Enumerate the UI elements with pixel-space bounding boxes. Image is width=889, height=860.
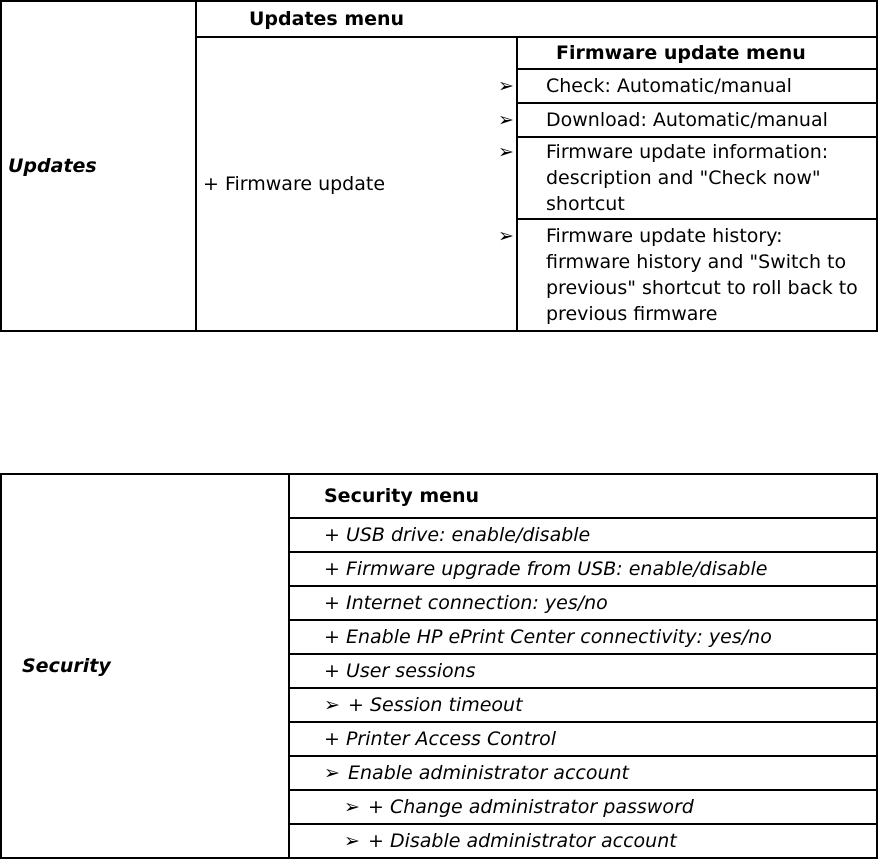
security-item-access-control: + Printer Access Control <box>289 722 877 756</box>
arrow-bullet-icon: ➢ <box>498 141 514 163</box>
security-menu-header: Security menu <box>289 474 877 518</box>
firmware-update-menu-header: Firmware update menu <box>517 37 877 69</box>
security-item-session-timeout: ➢ + Session timeout <box>289 688 877 722</box>
arrow-bullet-icon: ➢ <box>324 694 340 716</box>
firmware-update-item: + Firmware update <box>196 37 517 331</box>
security-item-firmware-usb: + Firmware upgrade from USB: enable/disable <box>289 552 877 586</box>
firmware-subitem-history: ➢ Firmware update history: firmware history and "Switch to previous" shortcut to roll back to previous firmware <box>517 219 877 331</box>
firmware-subitem-information: ➢ Firmware update information: description and "Check now" shortcut <box>517 137 877 219</box>
firmware-subitem-check: ➢ Check: Automatic/manual <box>517 69 877 103</box>
arrow-bullet-icon: ➢ <box>498 75 514 97</box>
arrow-bullet-icon: ➢ <box>498 225 514 247</box>
security-item-disable-admin: ➢ + Disable administrator account <box>289 824 877 858</box>
security-category: Security <box>1 474 289 858</box>
security-item-enable-admin: ➢ Enable administrator account <box>289 756 877 790</box>
security-item-change-admin-password: ➢ + Change administrator password <box>289 790 877 824</box>
updates-table <box>0 0 878 332</box>
arrow-bullet-icon: ➢ <box>324 762 340 784</box>
security-item-internet: + Internet connection: yes/no <box>289 586 877 620</box>
arrow-bullet-icon: ➢ <box>344 830 360 852</box>
security-table <box>0 473 878 859</box>
updates-menu-header: Updates menu <box>196 1 877 37</box>
security-item-eprint: + Enable HP ePrint Center connectivity: yes/no <box>289 620 877 654</box>
updates-category: Updates <box>1 1 196 331</box>
firmware-subitem-download: ➢ Download: Automatic/manual <box>517 103 877 137</box>
security-item-usb-drive: + USB drive: enable/disable <box>289 518 877 552</box>
arrow-bullet-icon: ➢ <box>344 796 360 818</box>
arrow-bullet-icon: ➢ <box>498 109 514 131</box>
security-item-user-sessions: + User sessions <box>289 654 877 688</box>
